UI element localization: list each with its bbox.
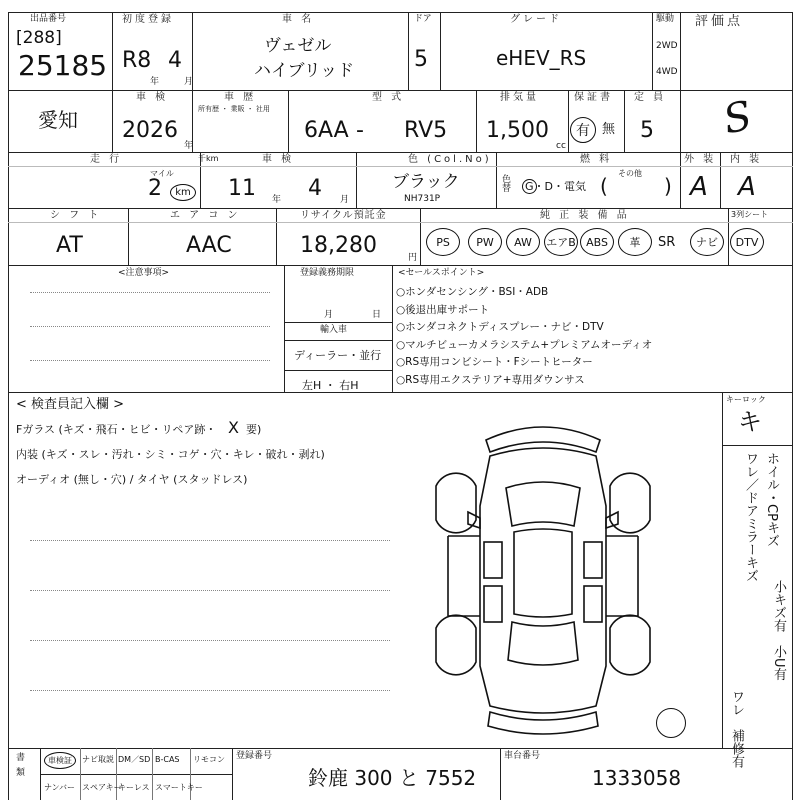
chassis-number: 1333058 [592, 766, 682, 790]
dm-sd: DM／SD [118, 755, 151, 764]
grade-label: グレード [510, 14, 562, 25]
row-divider-6 [8, 748, 793, 749]
door-count: 5 [414, 47, 428, 72]
inspection-date-year: 11 [228, 176, 256, 201]
reg-number: 鈴鹿 300 と 7552 [308, 766, 477, 790]
inspector-line3: オーディオ (無し・穴) / タイヤ (スタッドレス) [16, 473, 248, 486]
spare-tire-icon [656, 708, 686, 738]
drive-4wd: 4WD [656, 67, 678, 77]
recycle-label: リサイクル預託金 [300, 210, 387, 221]
equipment-item: SR [658, 235, 676, 250]
warranty-label: 保証書 [574, 92, 613, 103]
first-reg-month: 4 [168, 48, 182, 73]
fuel-paren-open: ( [600, 174, 608, 198]
row-divider-3 [8, 208, 793, 209]
lot-number: 25185 [18, 49, 108, 82]
car-name-line1: ヴェゼル [264, 36, 332, 56]
row-divider-5 [8, 392, 793, 393]
sales-points-label: <セールスポイント> [398, 268, 485, 278]
model-code: RV5 [404, 118, 448, 143]
mileage-label: 走 行 [90, 154, 123, 165]
equipment-item: ナビ [690, 228, 724, 256]
equipment-item: エアB [544, 228, 578, 256]
fuel-paren-close: ) [664, 174, 672, 198]
inspection-date-year-unit: 年 [272, 195, 282, 205]
warranty-yes-circled: 有 [570, 117, 596, 143]
fuel-label: 燃 料 [580, 154, 613, 165]
inspector-line1-mark: X [228, 418, 239, 437]
inspection-label: 車 検 [136, 92, 169, 103]
equipment-item: PW [468, 228, 502, 256]
sales-point: ○RS専用コンビシート・Fシートヒーター [396, 356, 593, 368]
drive-2wd: 2WD [656, 41, 678, 51]
key-mark: キ [738, 408, 762, 436]
bcas: B-CAS [155, 755, 180, 764]
inspection-date-month: 4 [308, 176, 322, 201]
history-label: 車 歴 [224, 92, 257, 103]
inspector-title: < 検査員記入欄 > [16, 397, 125, 412]
equipment-item: ABS [580, 228, 614, 256]
inspector-line1-prefix: Fガラス (キズ・飛石・ヒビ・リペア跡・ [16, 423, 217, 436]
inspection-date-month-unit: 月 [340, 195, 350, 205]
car-name-label: 車 名 [282, 14, 315, 25]
caution-label: <注意事項> [118, 268, 170, 278]
equipment-item: 革 [618, 228, 652, 256]
number-plate: ナンバー [44, 783, 76, 792]
exterior-grade: A [690, 172, 708, 202]
spare-key: スペアキー [82, 783, 122, 792]
capacity-value: 5 [640, 118, 654, 143]
key-label: キーロック [726, 395, 766, 404]
seat3-label: 3列シート [731, 210, 769, 219]
dealer-text: ディーラー・並行 [294, 349, 382, 362]
score-label: 評価点 [695, 14, 744, 29]
km-unit-circled: km [170, 184, 196, 201]
door-label: ドア [414, 14, 432, 24]
lot-bracket: [288] [16, 28, 62, 48]
interior-label: 内 装 [730, 154, 763, 165]
sales-point: ○ホンダセンシング・BSI・ADB [396, 286, 549, 298]
inspection-year: 2026 [122, 118, 178, 143]
ac-value: AAC [186, 233, 232, 258]
score-value: S [719, 92, 756, 144]
reg-day-label: 日 [372, 310, 382, 320]
fuel-other: その他 [618, 169, 642, 178]
smart-key: スマートキー [155, 783, 203, 792]
model-dash: - [356, 118, 364, 143]
docs-label: 書類 [14, 752, 24, 782]
color-name: ブラック [392, 172, 460, 192]
inspector-line1-suffix: 要) [246, 423, 262, 436]
legend-col1: ホイル・CPキズ [764, 452, 779, 547]
color-code: NH731P [404, 194, 441, 204]
first-reg-month-unit: 月 [184, 77, 194, 87]
shift-value: AT [56, 233, 83, 258]
sales-point: ○マルチビューカメラシステム+プレミアムオーディオ [396, 338, 653, 351]
ac-label: エ ア コ ン [170, 210, 241, 221]
border-left [8, 12, 9, 800]
import-label: 輸入車 [320, 325, 348, 335]
warranty-no: 無 [602, 122, 616, 137]
color-change-label: 色替 [500, 174, 510, 192]
legend-col4: ワレ 補修有 [729, 690, 744, 768]
fuel-options: G・D・電気 [525, 180, 586, 193]
keyless: キーレス [118, 783, 150, 792]
inspection-year-unit: 年 [184, 141, 194, 151]
row-divider-4 [8, 265, 793, 266]
grade-value: eHEV_RS [496, 46, 587, 70]
sales-point: ○RS専用エクステリア+専用ダウンサス [396, 373, 585, 386]
chassis-label: 車台番号 [504, 751, 541, 761]
exterior-label: 外 装 [684, 154, 717, 165]
shift-label: シ フ ト [50, 210, 102, 221]
nav-manual: ナビ取説 [82, 755, 114, 764]
displacement-value: 1,500 [486, 118, 549, 143]
border-top [8, 12, 793, 13]
car-name-line2: ハイブリッド [254, 61, 355, 81]
capacity-label: 定 員 [634, 92, 667, 103]
reg-number-label: 登録番号 [236, 751, 273, 761]
first-reg-label: 初度登録 [122, 14, 174, 25]
mile-unit: マイル [150, 169, 174, 178]
registration-deadline-label: 登録義務期限 [300, 268, 355, 278]
first-reg-era: R8 [122, 48, 152, 73]
inspector-line2: 内装 (キズ・スレ・汚れ・シミ・コゲ・穴・キレ・破れ・剥れ) [16, 448, 325, 461]
row-divider-2 [8, 152, 793, 153]
drive-label: 駆動 [656, 14, 675, 24]
auction-label: 出品番号 [30, 14, 67, 24]
history-sub: 所有歴 ・ 業販 ・ 社用 [198, 105, 270, 113]
border-right [792, 12, 793, 800]
first-reg-year-unit: 年 [150, 77, 160, 87]
displacement-label: 排気量 [500, 92, 539, 103]
legend-col3: 小キズ有 小U有 [771, 580, 786, 681]
yen-unit: 円 [408, 253, 418, 263]
mileage-mark: 千km [198, 154, 219, 163]
sales-point: ○ホンダコネクトディスプレー・ナビ・DTV [396, 321, 604, 333]
inspection-date-label: 車 検 [262, 154, 295, 165]
interior-grade: A [738, 172, 756, 202]
equipment-item: AW [506, 228, 540, 256]
sales-point: ○後退出庫サポート [396, 303, 490, 316]
row-divider-1 [8, 90, 793, 91]
inspection-cert-circled: 車検証 [44, 752, 76, 769]
mileage-value: 2 [148, 176, 162, 201]
reg-month-label: 月 [324, 310, 334, 320]
recycle-amount: 18,280 [300, 233, 377, 258]
car-diagram-icon [428, 416, 658, 746]
cc-unit: cc [556, 141, 566, 151]
equipment-label: 純 正 装 備 品 [540, 210, 630, 221]
legend-col2: ワレ／ドアミラーキズ [743, 452, 758, 582]
region: 愛知 [38, 108, 78, 132]
remote: リモコン [193, 755, 225, 764]
color-label: 色 (Col.No) [408, 154, 492, 165]
model-prefix: 6AA [304, 118, 349, 143]
model-label: 型 式 [372, 92, 405, 103]
equipment-item: DTV [730, 228, 764, 256]
equipment-item: PS [426, 228, 460, 256]
steering-text: 左H ・ 右H [302, 379, 359, 392]
